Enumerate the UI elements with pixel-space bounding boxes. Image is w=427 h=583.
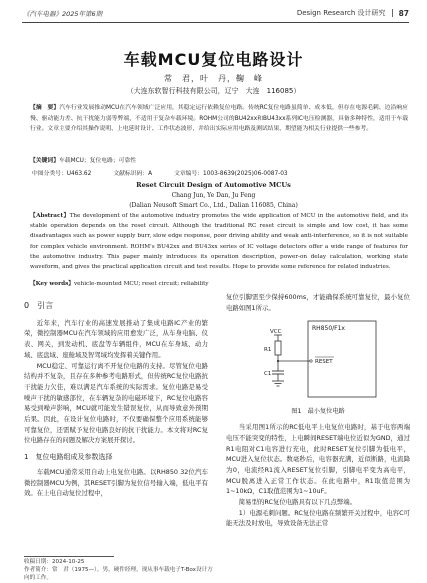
chip-label: RH850/F1x bbox=[312, 325, 345, 333]
abstract-cn-label: 【摘 要】 bbox=[30, 105, 60, 111]
classification-row bbox=[30, 168, 410, 177]
page-number: 87 bbox=[398, 8, 409, 18]
english-title: Reset Circuit Design of Automotive MCUs bbox=[136, 181, 291, 189]
header-separator bbox=[392, 9, 393, 17]
r1-label: R1 bbox=[264, 347, 272, 354]
paper-title: 车载MCU复位电路设计 bbox=[123, 50, 304, 69]
keywords-cn-label: 【关键词】 bbox=[30, 158, 59, 164]
received-date: 收稿日期：2024-10-25 bbox=[24, 559, 85, 565]
author-bio: 作者简介：常 君（1975—），男，硬件经理，现从事车载电子T-Box设计方向的工作。 bbox=[24, 567, 213, 581]
paragraph: 近年来，汽车行业的高速发展推动了集成电路IC产业的繁荣，微控制器MCU在汽车领域的应用愈发广泛，从车身电脑、仪表、网关，到发动机、底盘等车辆组件，MCU在车身域、动力域、底盘域、座舱域及智驾域均发挥着关键作用。 bbox=[24, 318, 208, 359]
abstract-en bbox=[30, 211, 408, 272]
affiliation: （大连东软智行科技有限公司，辽宁 大连 116085） bbox=[126, 87, 301, 95]
reset-circuit-diagram bbox=[226, 315, 410, 405]
figure-caption: 图1 最小复位电路 bbox=[291, 408, 345, 416]
abstract-cn bbox=[30, 103, 408, 135]
resistor-r1 bbox=[275, 341, 281, 355]
header-rule bbox=[22, 22, 409, 23]
authors: 常 君，叶 丹，鞠 峰 bbox=[164, 74, 263, 83]
running-header bbox=[297, 8, 409, 18]
paragraph: 简易型的RC复位电路具有以下几点弊端。 bbox=[238, 498, 357, 507]
left-column bbox=[24, 292, 208, 499]
paragraph: 1）电源毛刺问题。RC复位电路在频繁开关过程中，电容C可能无法及时放电，导致设备无法正常 bbox=[226, 508, 410, 528]
section-name: Design Research 设计研究 bbox=[296, 9, 386, 17]
paragraph: 当采用图1所示的RC低电平上电复位电路时，基于电容两端电压不能突变的特性，上电瞬间RESET端电位近似为GND，通过R1电阻对C1电容进行充电，此时RESET复位引脚为低电平，MCU进入复位状态。数毫秒后，电容器充满，近似断路，电流降为0，电流经R1流入RESET复位引脚，引脚电平变为高电平，MCU脱离进入正常工作状态。在此电路中，R1取值范围为1~10kΩ，C1取值范围为1~10uF。 bbox=[226, 423, 410, 496]
c1-label: C1 bbox=[264, 371, 272, 378]
clc-number: 中图分类号：U463.62 bbox=[32, 171, 92, 177]
abstract-en-label: 【Abstract】 bbox=[30, 213, 70, 219]
article-number: 文章编号：1003-8639(2025)06-0087-03 bbox=[174, 171, 288, 177]
abstract-en-text: The development of the automotive industry promotes the wide application of MCU in the automotive field, and its stable operation depends on the reset circuit. Although the traditional RC reset circuit is simple and low cost, it has some disadvantages such as power supply burr, slow edge response, poor driving ability and weak anti-interference, so it is not suitable for complex vehicle environment. ROHM's BU42xx and BU43xx series of IC voltage detectors offer a wide range of features for the automotive industry. This paper mainly introduces its operation description, power-on delay calculation, working state waveform, and gives the practical application circuit and test results. Hope to provide some reference for related industries. bbox=[30, 213, 408, 271]
keywords-en bbox=[30, 278, 408, 287]
english-affiliation: (Dalian Neusoft Smart Co., Ltd., Dalian 116085, China) bbox=[129, 202, 298, 209]
vcc-label: VCC bbox=[270, 329, 282, 336]
paragraph: MCU稳定、可靠运行离不开复位电路的支持。尽管复位电路结构并不复杂，且存在多种参考电路形式，但传统RC复位电路抗干扰能力欠佳，难以满足汽车系统的实际需求。复位电路是易受噪声干扰的敏感部位，在车辆复杂的电磁环境下，RC复位电路容易受到噪声影响，MCU就可能发生错误复位，从而导致意外预期后果。因此，在设计复位电路时，不仅要确保整个应用系统能够可靠复位，还需赋予复位电路良好的抗干扰能力。本文将对RC复位电路存在的问题及解决方案展开探讨。 bbox=[24, 361, 208, 445]
right-column bbox=[226, 292, 410, 529]
footnote-rule bbox=[24, 556, 114, 557]
english-authors: Chang Jun, Ye Dan, Ju Feng bbox=[171, 192, 256, 199]
abstract-cn-text: 汽车行业发展推动MCU在汽车领域广泛应用，其稳定运行依赖复位电路。传统RC复位电路虽简单、成本低，但存在电源毛刺、边沿响应慢、驱动能力差、抗干扰能力弱等弊端，不适用于复杂车载环境。ROHM公司的BU42xx和BU43xx系列IC电压检测器，具备多种特性，适用于车载行业。文章主要介绍其操作说明、上电延时设计、工作状态波形，并给出实际应用电路及测试结果，期望能为相关行业提供一些参考。 bbox=[30, 105, 408, 132]
keywords-en-label: 【Key words】 bbox=[30, 281, 74, 287]
section-heading-1: 1 复位电路组成及参数选择 bbox=[24, 453, 113, 462]
figure-reset-circuit bbox=[226, 315, 410, 405]
keywords-en-text: vehicle-mounted MCU; reset circuit; reliability bbox=[73, 281, 209, 287]
keywords-cn-text: 车载MCU；复位电路；可靠性 bbox=[59, 158, 137, 164]
active-low-bubble bbox=[310, 360, 312, 362]
document-code: 文献标识码：A bbox=[113, 171, 153, 177]
keywords-cn bbox=[30, 157, 408, 166]
section-heading-intro: 0 引言 bbox=[24, 301, 54, 310]
journal-name: 《汽车电器》2025年第6期 bbox=[23, 10, 103, 18]
paragraph: 复位引脚需至少保持600ms，才能确保系统可靠复位，最小复位电路如图1所示。 bbox=[226, 293, 410, 312]
paragraph: 车载MCU通常采用自动上电复位电路。以RH850 32位汽车微控制器MCU为例，其RESET引脚为复位信号输入端，低电平有效。在上电自动复位过程中， bbox=[24, 467, 208, 498]
reset-pin-label: RESET bbox=[315, 359, 333, 366]
